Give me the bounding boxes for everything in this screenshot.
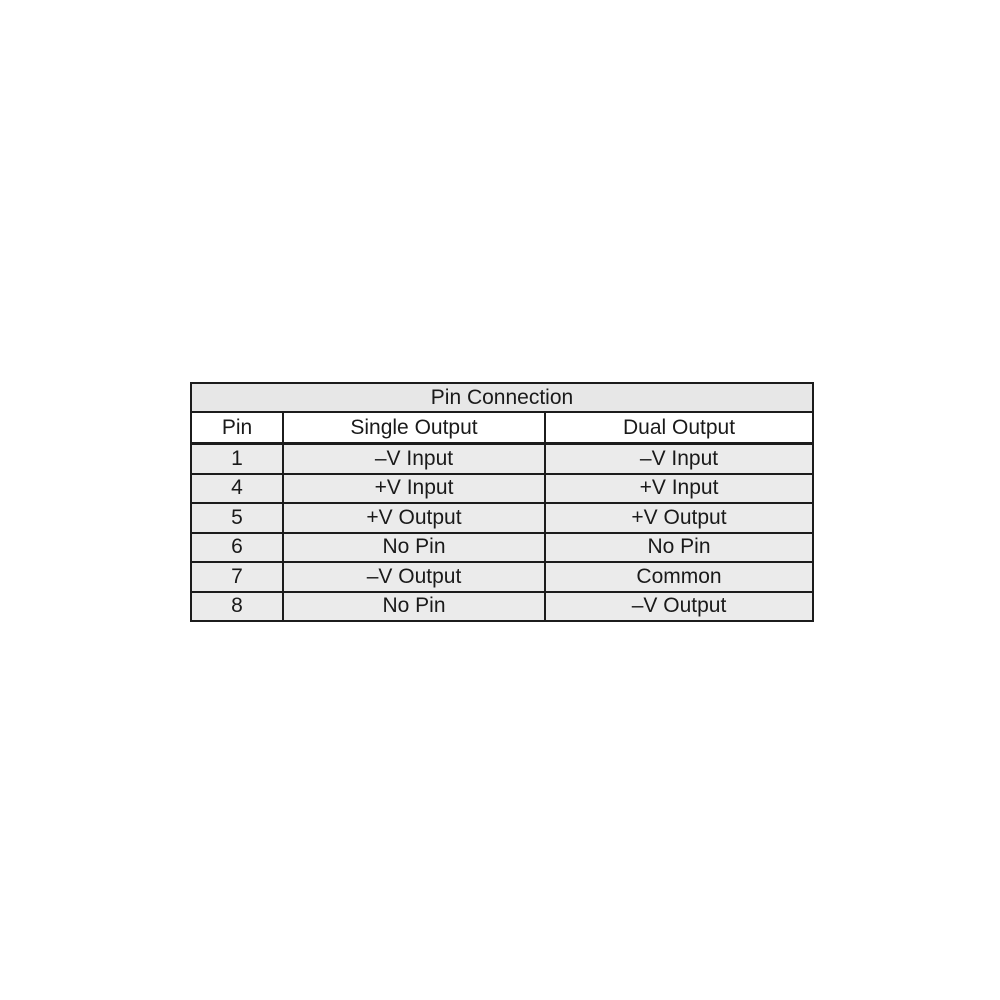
pin-cell: 7	[191, 562, 283, 592]
pin-table	[190, 382, 814, 622]
pin-cell: 5	[191, 503, 283, 533]
pin-cell: 6	[191, 533, 283, 563]
dual-output-cell: Common	[545, 562, 813, 592]
pin-cell: 4	[191, 474, 283, 504]
single-output-cell: No Pin	[283, 533, 545, 563]
single-output-cell: +V Output	[283, 503, 545, 533]
single-output-cell: –V Output	[283, 562, 545, 592]
table-title: Pin Connection	[191, 383, 813, 412]
table-row	[191, 562, 813, 592]
column-header-single-output: Single Output	[283, 412, 545, 444]
column-header-pin: Pin	[191, 412, 283, 444]
dual-output-cell: +V Output	[545, 503, 813, 533]
single-output-cell: No Pin	[283, 592, 545, 622]
dual-output-cell: –V Input	[545, 444, 813, 474]
dual-output-cell: –V Output	[545, 592, 813, 622]
table-row	[191, 474, 813, 504]
dual-output-cell: +V Input	[545, 474, 813, 504]
single-output-cell: +V Input	[283, 474, 545, 504]
table-row	[191, 533, 813, 563]
table-row	[191, 444, 813, 474]
column-header-dual-output: Dual Output	[545, 412, 813, 444]
single-output-cell: –V Input	[283, 444, 545, 474]
table-row	[191, 503, 813, 533]
pin-connection-table	[190, 382, 812, 622]
pin-cell: 8	[191, 592, 283, 622]
table-header-row	[191, 412, 813, 444]
dual-output-cell: No Pin	[545, 533, 813, 563]
table-title-row	[191, 383, 813, 412]
table-row	[191, 592, 813, 622]
pin-cell: 1	[191, 444, 283, 474]
